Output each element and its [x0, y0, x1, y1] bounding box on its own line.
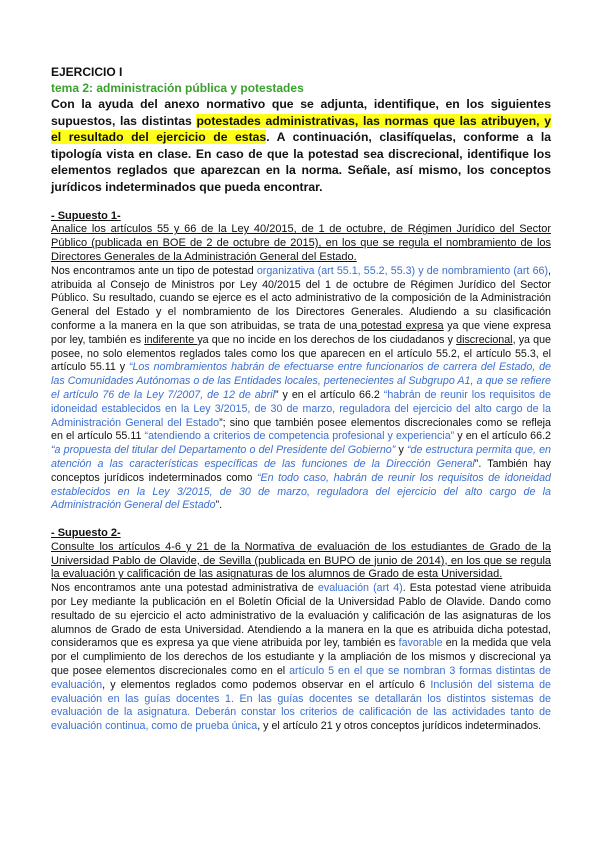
topic-subtitle: tema 2: administración pública y potestades — [51, 81, 304, 95]
s1-text: ”. También hay conceptos jurídicos indeterminados como — [51, 457, 552, 484]
s1-italic-quote: “En todo caso, habrán de reunir los requisitos de idoneidad establecidos en la Ley 3/2015, de 30 de marzo, reguladora del ejercicio del alto cargo de la Administración General del Estado — [51, 471, 551, 512]
s2-text: , y elementos reglados como podemos observar en el artículo 6 — [102, 678, 431, 691]
s1-italic-quote: “de estructura permita que, en atención a las características específicas de las funciones de la Dirección General — [51, 444, 551, 470]
s1-text: , atribuida al Consejo de Ministros por Ley 40/2015 del 1 de octubre de Régimen Jurídico del Sector Público. Su resultado, cuando se ejerce es el acto administrativo de la composición de la Administración General del Estado y el nombramiento de los Directores Generales. Aludiendo a su clasificación conforme a la manera en la que son atribuidas, se trata de una — [51, 264, 552, 332]
supuesto-2-heading — [51, 527, 551, 541]
supuesto-2-title: - Supuesto 2- — [51, 527, 121, 540]
s1-text: y en el artículo 66.2 — [454, 430, 551, 443]
supuesto-1-statement: Analice los artículos 55 y 66 de la Ley 40/2015, de 1 de octubre, de Régimen Jurídico del Sector Público (publicada en BOE de 2 de octubre de 2015), en los que se regula el nombramiento de los Directores Generales de la Administración General del Estado. — [51, 223, 551, 263]
s2-text: , y el artículo 21 y otros conceptos jurídicos indeterminados. — [257, 720, 542, 733]
s1-blue-ref: organizativa (art 55.1, 55.2, 55.3) y de nombramiento (art 66) — [256, 264, 549, 277]
s1-text: ya que no incide en los derechos de los ciudadanos y — [197, 333, 457, 346]
intro-text-2: . A continuación, clasifíquelas, conforme a la tipología vista en clase. En caso de que la potestad sea discrecional, identifique los elementos reglados que aparezcan en la norma. Señale, así mismo, los conceptos jurídicos indeterminados que pueda encontrar. — [51, 130, 551, 194]
document-page — [51, 64, 551, 734]
s1-text: , ya que posee, no solo elementos reglados tales como los que aparecen en el artículo 55.2, el artículo 55.3, el artículo 55.11 y — [51, 333, 551, 374]
s1-text: ”. — [215, 499, 223, 512]
s1-underlined-term: potestad expresa — [357, 319, 444, 332]
s1-blue-quote: “habrán de reunir los requisitos de idoneidad establecidos en la Ley 3/2015, de 30 de marzo, reguladora del ejercicio del alto cargo de la Administración General del Estado — [51, 388, 551, 429]
s1-text: ya que viene expresa por ley, también es — [51, 319, 551, 346]
exercise-title: EJERCICIO I — [51, 65, 123, 79]
supuesto-1-heading — [51, 210, 551, 224]
s2-blue-ref: favorable — [398, 637, 443, 650]
s1-text: Nos encontramos ante un tipo de potestad — [51, 264, 257, 277]
s2-blue-ref: evaluación (art 4) — [317, 582, 403, 595]
s1-text: y — [395, 444, 407, 457]
s1-text: ”; sino que también posee elementos discrecionales como se refleja en el artículo 55.11 — [51, 416, 551, 443]
s1-blue-quote: “atendiendo a criterios de competencia profesional y experiencia” — [144, 430, 455, 443]
s2-text: Nos encontramos ante una potestad administrativa de — [51, 582, 318, 595]
supuesto-2-statement: Consulte los artículos 4-6 y 21 de la Normativa de evaluación de los estudiantes de Grado de la Universidad Pablo de Olavide, de Sevilla (publicada en BUPO de junio de 2014), en los que se regula la evaluación y calificación de las asignaturas de los alumnos de Grado de esta Universidad. — [51, 540, 551, 581]
supuesto-1-answer — [51, 265, 551, 513]
s1-text: ” y en el artículo 66.2 — [274, 388, 384, 401]
supuesto-1-title: - Supuesto 1- — [51, 209, 121, 222]
instructions-paragraph — [51, 96, 551, 196]
s1-underlined-term: discrecional — [456, 333, 513, 346]
supuesto-2-answer — [51, 582, 551, 734]
s2-text: . Esta potestad viene atribuida por Ley mediante la publicación en el Boletín Oficial de la Universidad Pablo de Olavide. Dando como resultado de su ejercicio el acto administrativo de la evaluación y calificación de las asignaturas de los alumnos de Grado de esta Universidad. Atendiendo a la manera en la que es atribuida dicha potestad, consideramos que es expresa ya que viene atribuida por ley, también es — [51, 582, 552, 650]
s1-italic-quote: “a propuesta del titular del Departamento o del Presidente del Gobierno” — [51, 444, 396, 457]
s2-blue-quote: Inclusión del sistema de evaluación en las guías docentes 1. En las guías docentes se detallarán los distintos sistemas de evaluación de la asignatura. Deberán constar los criterios de calificación de las actividades tanto de evaluación continua, como de prueba única — [51, 678, 551, 733]
s2-text: en la medida que vela por el cumplimiento de los derechos de los estudiante y la ampliación de los mismos y discrecional ya que posee elementos discrecionales como en el — [51, 637, 551, 678]
s1-italic-quote: “Los nombramientos habrán de efectuarse entre funcionarios de carrera del Estado, de las Comunidades Autónomas o de las Entidades locales, pertenecientes al Subgrupo A1, a que se refiere el artículo 76 de la Ley 7/2007, de 12 de abril — [51, 361, 551, 401]
intro-highlight: potestades administrativas, las normas que las atribuyen, y el resultado del ejercicio de estas — [51, 113, 551, 145]
intro-text-1: Con la ayuda del anexo normativo que se adjunta, identifique, en los siguientes supuestos, las distintas — [51, 97, 551, 128]
s1-underlined-term: indiferente — [144, 333, 198, 346]
s2-blue-ref: artículo 5 en el que se nombran 3 formas distintas de evaluación — [51, 665, 551, 691]
